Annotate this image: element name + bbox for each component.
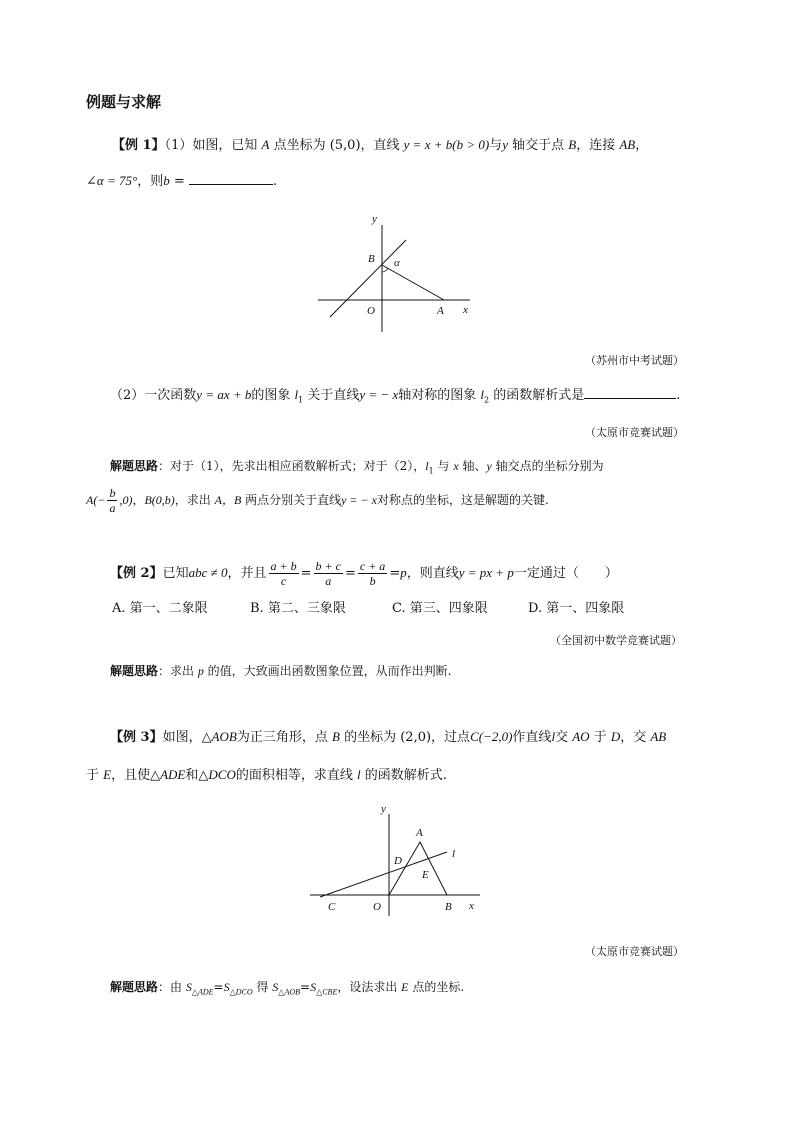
l1-var: l xyxy=(425,459,429,473)
line-l: l xyxy=(551,729,556,744)
text-segment: 两点分别关于直线 xyxy=(241,493,342,507)
equals-sign: = xyxy=(169,174,189,189)
y-var: y xyxy=(486,459,492,473)
label-x: x xyxy=(469,900,474,912)
point-a-coord: A(− xyxy=(86,493,106,507)
fraction-2 xyxy=(314,559,343,588)
fraction-numerator: c + a xyxy=(359,559,386,573)
area-symbol: S xyxy=(185,980,192,994)
x-var: x xyxy=(453,459,459,473)
example-3-source: （太原市竞赛试题） xyxy=(585,945,684,958)
points-ab: A，B xyxy=(214,493,242,507)
segment-ab: AB xyxy=(650,729,667,744)
text-segment: ：对于（1），先求出相应函数解析式；对于（2）， xyxy=(158,459,426,473)
label-a: A xyxy=(416,827,423,839)
label-c: C xyxy=(328,901,336,913)
area-symbol: S xyxy=(223,980,230,994)
text-segment: ：由 xyxy=(158,980,186,994)
text-segment: 轴对称的图象 xyxy=(398,388,481,403)
l2-sub: 2 xyxy=(483,395,490,405)
segment-ab: AB xyxy=(619,137,636,152)
figure-2 xyxy=(305,800,490,918)
equals-sign: = xyxy=(389,566,401,581)
y-var: y xyxy=(502,137,508,152)
label-d: D xyxy=(394,855,402,867)
equation-linear: y = ax + b xyxy=(196,387,252,402)
triangle-dco: △DCO xyxy=(198,767,236,782)
example-1-source: （苏州市中考试题） xyxy=(585,354,684,367)
example-1-tag: 【例 1】 xyxy=(112,138,165,153)
l2-var: l xyxy=(480,387,484,402)
label-o: O xyxy=(367,305,375,317)
text-segment: ，连接 xyxy=(576,138,620,153)
hint-label: 解题思路 xyxy=(110,980,159,994)
area-sub-dco: △DCO xyxy=(229,987,253,997)
triangle-aob-shape xyxy=(389,842,447,895)
fraction-denominator: a xyxy=(325,574,332,588)
point-b-coord: B(0,b) xyxy=(144,493,175,507)
text-segment: ， xyxy=(635,138,649,153)
figure-1 xyxy=(310,210,485,335)
area-sub-aob: △AOB xyxy=(278,987,300,997)
period: . xyxy=(272,174,278,189)
l1-var: l xyxy=(294,387,299,402)
text-segment: 轴、 xyxy=(458,459,487,473)
fraction-3 xyxy=(358,559,387,588)
example-1-part-2 xyxy=(110,386,680,410)
text-segment: ，交 xyxy=(620,730,651,745)
equation-line: y = px + p xyxy=(458,565,514,580)
point-a-coord-end: ,0) xyxy=(119,493,133,507)
text-segment: 的坐标为 (2,0)，过点 xyxy=(339,730,471,745)
example-2-tag: 【例 2】 xyxy=(110,566,163,581)
area-symbol: S xyxy=(310,980,317,994)
text-segment: ，并且 xyxy=(227,566,267,581)
option-c[interactable]: C. 第三、四象限 xyxy=(392,601,488,616)
text-segment: ，且使 xyxy=(111,768,151,783)
line-l: l xyxy=(357,767,361,782)
b-var: b xyxy=(163,173,170,188)
period: . xyxy=(676,388,681,403)
example-1-hint xyxy=(110,457,604,480)
point-b: B xyxy=(568,137,577,152)
label-e: E xyxy=(422,869,429,881)
text-segment: 关于直线 xyxy=(303,388,360,403)
point-e: E xyxy=(103,767,112,782)
example-1-statement-cont xyxy=(86,172,277,191)
section-heading: 例题与求解 xyxy=(86,93,162,111)
segment-ab-line xyxy=(382,265,444,300)
answer-blank-2[interactable] xyxy=(584,386,676,399)
fraction-1 xyxy=(269,559,299,588)
point-b: B xyxy=(332,729,340,744)
text-segment: （2）一次函数 xyxy=(110,388,197,403)
equation-neg-x: y = − x xyxy=(341,493,377,507)
angle-value: ∠α = 75° xyxy=(86,173,138,188)
option-b[interactable]: B. 第二、三象限 xyxy=(250,601,346,616)
angle-arc xyxy=(382,268,388,272)
text-segment: 的值，大致画出函数图象位置，从而作出判断. xyxy=(203,664,452,678)
equation-neg-x: y = − x xyxy=(359,387,399,402)
fraction-denominator: a xyxy=(109,501,116,515)
option-a[interactable]: A. 第一、二象限 xyxy=(112,601,208,616)
p-var: p xyxy=(197,664,204,678)
text-segment: ， xyxy=(132,493,145,507)
point-e: E xyxy=(401,980,409,994)
text-segment: 的函数解析式. xyxy=(360,768,447,783)
text-segment: 为正三角形，点 xyxy=(236,730,333,745)
example-3-hint xyxy=(110,978,464,1001)
fraction-denominator: b xyxy=(369,574,376,588)
text-segment: 点的坐标. xyxy=(408,980,465,994)
example-1-statement xyxy=(112,136,648,155)
text-segment: 的函数解析式是 xyxy=(489,388,585,403)
text-segment: 和 xyxy=(185,768,199,783)
text-segment: 的图象 xyxy=(251,388,295,403)
area-symbol: S xyxy=(272,980,279,994)
text-segment: 轴交于点 xyxy=(507,138,569,153)
fraction-numerator: b + c xyxy=(315,559,341,573)
example-1-hint-cont xyxy=(86,485,549,515)
text-segment: 于 xyxy=(589,730,611,745)
example-3-tag: 【例 3】 xyxy=(110,730,163,745)
point-d: D xyxy=(610,729,621,744)
text-segment: 已知 xyxy=(162,566,189,581)
label-b: B xyxy=(368,253,375,265)
hint-label: 解题思路 xyxy=(110,459,159,473)
triangle-ade: △ADE xyxy=(150,767,186,782)
example-2-hint xyxy=(110,662,451,680)
point-c-coord: (−2,0) xyxy=(478,729,513,744)
equals-sign: = xyxy=(213,980,224,994)
fraction-denominator: c xyxy=(280,574,287,588)
text-segment: 与 xyxy=(489,138,503,153)
abc-condition: abc ≠ 0 xyxy=(188,565,228,580)
text-segment: ：求出 xyxy=(158,664,198,678)
text-segment: ，设法求出 xyxy=(337,980,402,994)
text-segment: 轴交点的坐标分别为 xyxy=(491,459,604,473)
l1-sub: 1 xyxy=(298,395,304,405)
text-segment: 与 xyxy=(433,459,454,473)
answer-blank[interactable] xyxy=(189,172,273,185)
fraction-b-over-a xyxy=(107,486,117,515)
example-3-statement xyxy=(110,728,666,747)
text-segment: 交 xyxy=(555,730,573,745)
text-segment: 得 xyxy=(252,980,273,994)
text-segment: ，求出 xyxy=(174,493,215,507)
text-segment: 的面积相等，求直线 xyxy=(235,768,357,783)
fraction-numerator: a + b xyxy=(270,559,297,573)
segment-ao: AO xyxy=(572,729,590,744)
equation-line: y = x + b(b > 0) xyxy=(403,137,490,152)
p-var: p xyxy=(400,565,407,580)
text-segment: 一定通过（ ） xyxy=(513,566,618,581)
label-o: O xyxy=(373,901,381,913)
point-c: C xyxy=(470,729,479,744)
example-1-source-2: （太原市竞赛试题） xyxy=(585,426,684,439)
triangle-aob: △AOB xyxy=(201,729,237,744)
text-segment: 如图， xyxy=(162,730,202,745)
l1-sub: 1 xyxy=(428,466,434,476)
text-segment: ，则 xyxy=(137,174,164,189)
fraction-numerator: b xyxy=(109,486,116,500)
label-alpha: α xyxy=(394,257,400,269)
text-segment: 于 xyxy=(86,768,104,783)
text-segment: （1）如图，已知 xyxy=(164,138,262,153)
example-2-statement xyxy=(110,556,618,591)
text-segment: 对称点的坐标，这是解题的关键. xyxy=(376,493,549,507)
option-d[interactable]: D. 第一、四象限 xyxy=(528,601,625,616)
label-x: x xyxy=(463,304,468,316)
label-l: l xyxy=(452,848,456,860)
area-sub-ade: △ADE xyxy=(191,987,214,997)
equals-sign: = xyxy=(344,566,356,581)
text-segment: 点坐标为 (5,0)，直线 xyxy=(269,138,404,153)
hint-label: 解题思路 xyxy=(110,664,159,678)
point-a: A xyxy=(261,137,270,152)
label-b: B xyxy=(445,901,452,913)
area-sub-cbe: △CBE xyxy=(316,987,338,997)
equals-sign: = xyxy=(300,980,311,994)
equals-sign: = xyxy=(300,566,312,581)
text-segment: ，则直线 xyxy=(406,566,459,581)
label-y: y xyxy=(381,803,386,815)
text-segment: 作直线 xyxy=(512,730,552,745)
example-2-source: （全国初中数学竞赛试题） xyxy=(550,634,682,647)
example-3-statement-cont xyxy=(86,766,447,785)
label-a: A xyxy=(437,305,444,317)
label-y: y xyxy=(372,213,377,225)
